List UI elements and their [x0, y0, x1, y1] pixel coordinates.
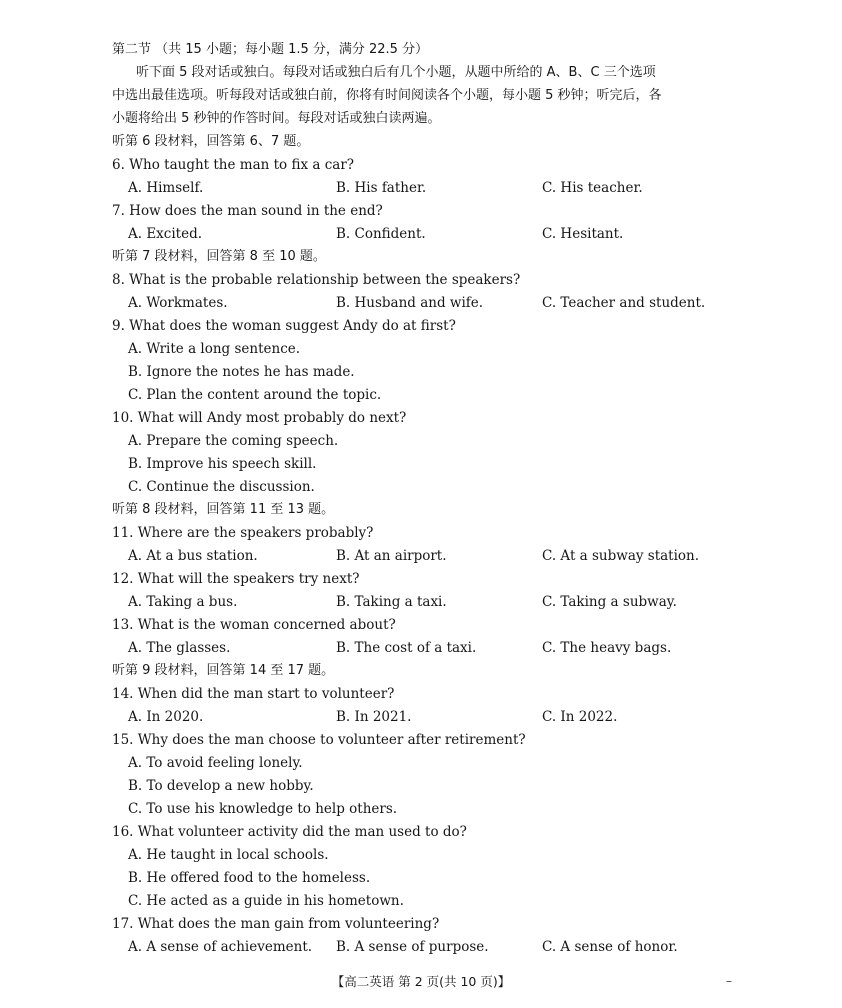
- question-stem: 13. What is the woman concerned about?: [112, 617, 396, 633]
- answer-option: A. The glasses.: [128, 640, 231, 656]
- answer-option: A. A sense of achievement.: [128, 939, 313, 955]
- answer-option: C. He acted as a guide in his hometown.: [128, 893, 404, 909]
- answer-option: C. His teacher.: [542, 180, 643, 196]
- group-label: 听第 6 段材料，回答第 6、7 题。: [112, 134, 310, 149]
- question-stem: 11. Where are the speakers probably?: [112, 525, 374, 541]
- question-stem: 7. How does the man sound in the end?: [112, 203, 383, 219]
- answer-option: A. In 2020.: [128, 709, 204, 725]
- answer-option: B. The cost of a taxi.: [336, 640, 477, 656]
- answer-option: B. Ignore the notes he has made.: [128, 364, 355, 380]
- answer-option: B. In 2021.: [336, 709, 412, 725]
- answer-option: B. At an airport.: [336, 548, 447, 564]
- answer-option: A. Write a long sentence.: [128, 341, 301, 357]
- answer-option: A. Himself.: [128, 180, 204, 196]
- section-instructions-line: 小题将给出 5 秒钟的作答时间。每段对话或独白读两遍。: [112, 111, 441, 126]
- answer-option: B. To develop a new hobby.: [128, 778, 314, 794]
- answer-option: C. Teacher and student.: [542, 295, 706, 311]
- answer-option: C. In 2022.: [542, 709, 618, 725]
- answer-option: B. Confident.: [336, 226, 426, 242]
- question-stem: 15. Why does the man choose to volunteer after retirement?: [112, 732, 526, 748]
- answer-option: C. The heavy bags.: [542, 640, 672, 656]
- answer-option: C. Taking a subway.: [542, 594, 677, 610]
- question-stem: 16. What volunteer activity did the man used to do?: [112, 824, 467, 840]
- section-header: 第二节 （共 15 小题；每小题 1.5 分，满分 22.5 分）: [112, 42, 429, 57]
- group-label: 听第 9 段材料，回答第 14 至 17 题。: [112, 663, 335, 678]
- group-label: 听第 7 段材料，回答第 8 至 10 题。: [112, 249, 326, 264]
- question-stem: 17. What does the man gain from volunteering?: [112, 916, 440, 932]
- answer-option: C. A sense of honor.: [542, 939, 678, 955]
- answer-option: B. Husband and wife.: [336, 295, 484, 311]
- section-instructions-line: 中选出最佳选项。听每段对话或独白前，你将有时间阅读各个小题，每小题 5 秒钟；听完后，各: [112, 88, 662, 103]
- answer-option: C. Hesitant.: [542, 226, 624, 242]
- answer-option: B. Taking a taxi.: [336, 594, 447, 610]
- answer-option: A. Prepare the coming speech.: [128, 433, 339, 449]
- answer-option: C. Continue the discussion.: [128, 479, 315, 495]
- answer-option: A. Workmates.: [128, 295, 228, 311]
- answer-option: B. Improve his speech skill.: [128, 456, 317, 472]
- question-stem: 10. What will Andy most probably do next?: [112, 410, 407, 426]
- answer-option: A. To avoid feeling lonely.: [128, 755, 303, 771]
- answer-option: B. His father.: [336, 180, 427, 196]
- answer-option: A. At a bus station.: [128, 548, 258, 564]
- answer-option: B. He offered food to the homeless.: [128, 870, 371, 886]
- group-label: 听第 8 段材料，回答第 11 至 13 题。: [112, 502, 335, 517]
- answer-option: A. He taught in local schools.: [128, 847, 329, 863]
- page-footer: 【高二英语 第 2 页(共 10 页)】: [331, 974, 511, 989]
- answer-option: A. Excited.: [128, 226, 203, 242]
- question-stem: 6. Who taught the man to fix a car?: [112, 157, 355, 173]
- question-stem: 12. What will the speakers try next?: [112, 571, 360, 587]
- answer-option: C. At a subway station.: [542, 548, 700, 564]
- question-stem: 14. When did the man start to volunteer?: [112, 686, 395, 702]
- section-instructions-line: 听下面 5 段对话或独白。每段对话或独白后有几个小题，从题中所给的 A、B、C 三个选项: [136, 65, 656, 80]
- question-stem: 8. What is the probable relationship between the speakers?: [112, 272, 521, 288]
- question-stem: 9. What does the woman suggest Andy do at first?: [112, 318, 456, 334]
- answer-option: C. To use his knowledge to help others.: [128, 801, 398, 817]
- answer-option: B. A sense of purpose.: [336, 939, 489, 955]
- corner-mark: –: [726, 974, 732, 988]
- answer-option: C. Plan the content around the topic.: [128, 387, 382, 403]
- answer-option: A. Taking a bus.: [128, 594, 238, 610]
